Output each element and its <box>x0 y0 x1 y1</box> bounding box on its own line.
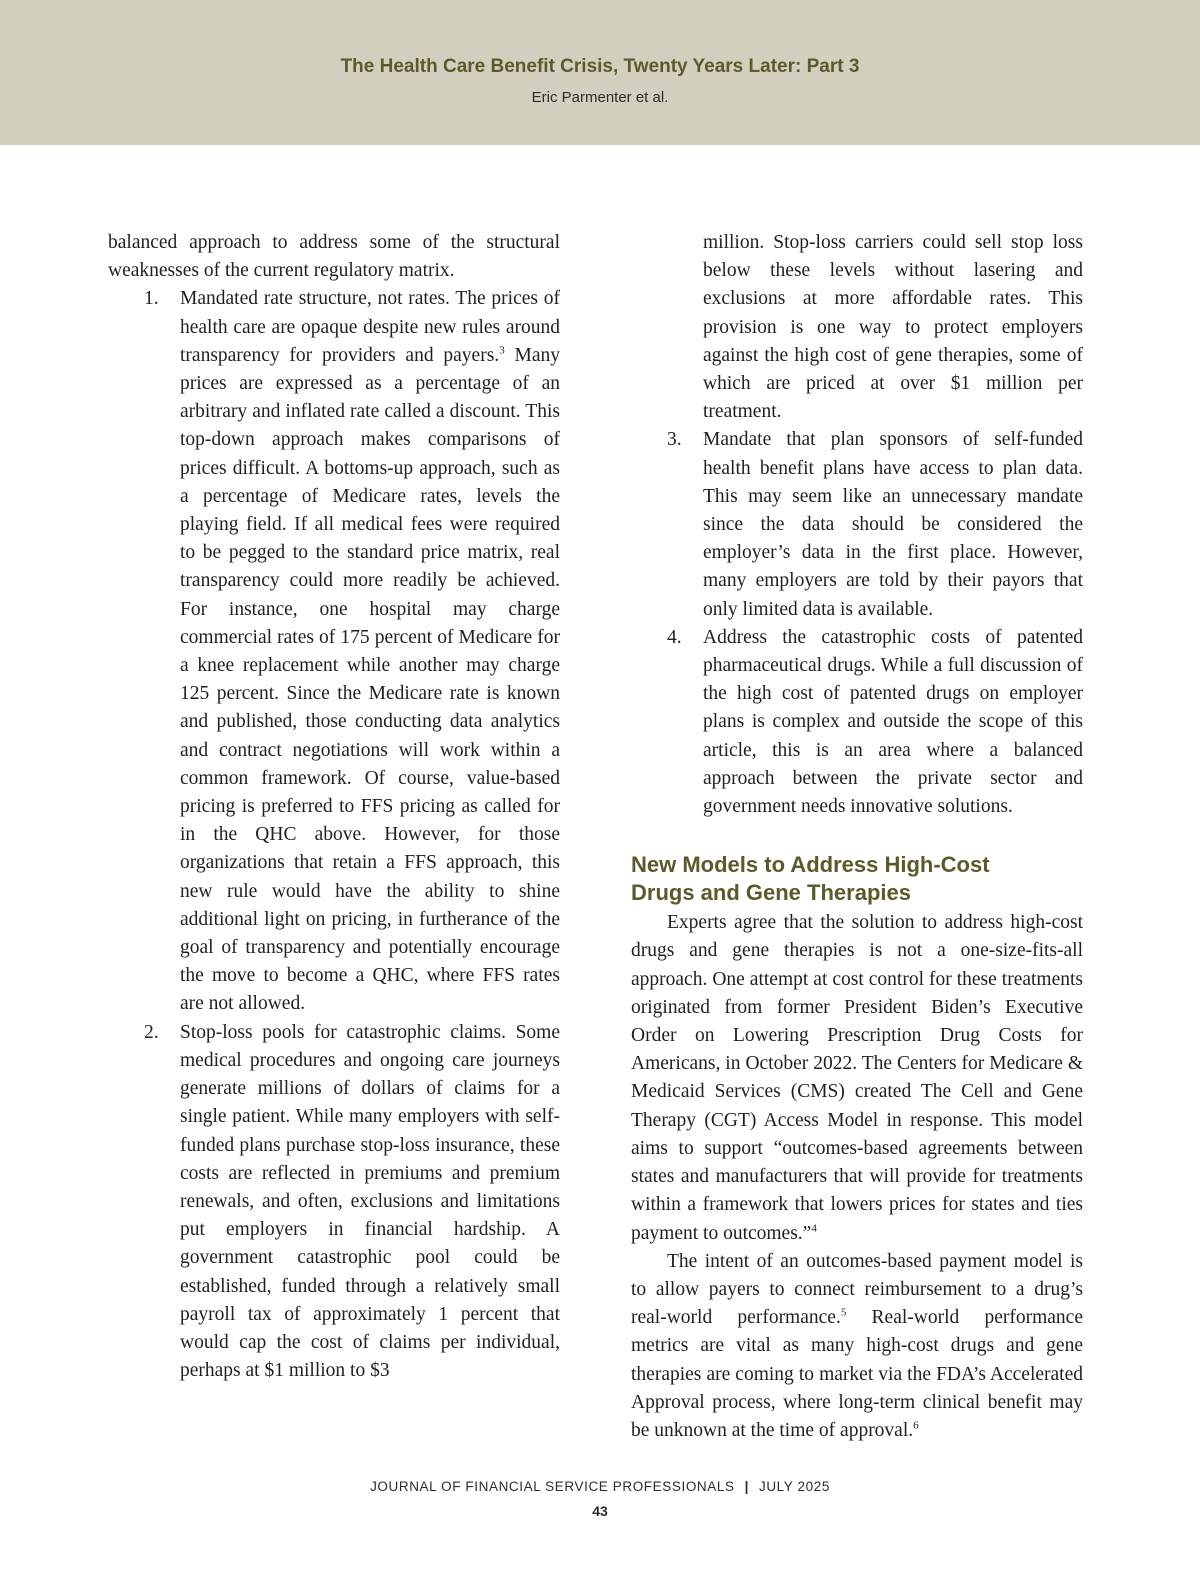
list-item-2-continued: million. Stop-loss carriers could sell stop loss below these levels without lasering and exclusions at more affordable rates. This provision is one way to protect employers against the high cost of gene therapies, some of which are priced at over $1 million per treatment. <box>703 232 1083 423</box>
footer-journal-line <box>0 1479 1200 1494</box>
left-column <box>108 229 560 1385</box>
footnote-ref-5: 5 <box>840 1306 847 1319</box>
footer-separator: | <box>744 1479 749 1494</box>
right-column <box>631 229 1083 1445</box>
list-item-2-text: Stop-loss pools for catastrophic claims. Some medical procedures and ongoing care journeys generate millions of dollars of claims for a single patient. While many employers with self-funded plans purchase stop-loss insurance, these costs are reflected in premiums and premium renewals, and often, exclusions and limitations put employers in financial hardship. A government catastrophic pool could be established, funded through a relatively small payroll tax of approximately 1 percent that would cap the cost of claims per individual, perhaps at $1 million to $3 <box>180 1021 560 1382</box>
journal-name: JOURNAL OF FINANCIAL SERVICE PROFESSIONALS <box>370 1479 735 1494</box>
footnote-ref-4: 4 <box>811 1222 817 1234</box>
section-heading-line-2: Drugs and Gene Therapies <box>631 880 911 906</box>
list-number-3: 3. <box>667 429 682 451</box>
section-heading-line-1: New Models to Address High-Cost <box>631 852 990 878</box>
body-paragraph-1-text: Experts agree that the solution to address high-cost drugs and gene therapies is not a one-size-fits-all approach. One attempt at cost control for these treatments originated from former President Biden’s Executive Order on Lowering Prescription Drug Costs for Americans, in October 2022. The Centers for Medicare & Medicaid Services (CMS) created The Cell and Gene Therapy (CGT) Access Model in response. This model aims to support “outcomes-based agreements between states and manufacturers that will provide for treatments within a framework that lowers prices for states and ties payment to outcomes.” <box>631 912 1083 1244</box>
list-number-2: 2. <box>144 1021 159 1043</box>
intro-paragraph: balanced approach to address some of the structural weaknesses of the current regulatory matrix. <box>108 232 560 282</box>
header-band <box>0 0 1200 145</box>
article-authors: Eric Parmenter et al. <box>531 89 669 106</box>
list-number-4: 4. <box>667 626 682 648</box>
list-item-1 <box>108 285 560 1018</box>
list-number-1: 1. <box>144 288 159 310</box>
body-paragraph-2 <box>631 1248 1083 1445</box>
footnote-ref-6: 6 <box>913 1419 919 1432</box>
section-heading <box>631 851 1083 907</box>
list-item-3-text: Mandate that plan sponsors of self-funded health benefit plans have access to plan data. This may seem like an unnecessary mandate since the data should be considered the employer’s data in the first place. However, many employers are told by their payors that only limited data is available. <box>703 429 1083 620</box>
body-paragraph-2-text-a: The intent of an outcomes-based payment model is to allow payers to connect reimbursement to a drug’s real-world performance. <box>631 1250 1083 1329</box>
list-item-4-text: Address the catastrophic costs of patented pharmaceutical drugs. While a full discussion of the high cost of patented drugs on employer plans is complex and outside the scope of this article, this is an area where a balanced approach between the private sector and government needs innovative solutions. <box>703 626 1083 818</box>
body-paragraph-2-text-b: Real-world performance metrics are vital as many high-cost drugs and gene therapies are coming to market via the FDA’s Accelerated Approval process, where long-term clinical benefit may be unknown at the time of approval. <box>631 1307 1083 1441</box>
body-paragraph-1 <box>631 909 1083 1247</box>
list-item-3 <box>631 426 1083 623</box>
list-item-4 <box>631 624 1083 821</box>
article-title: The Health Care Benefit Crisis, Twenty Years Later: Part 3 <box>340 56 860 77</box>
page-number: 43 <box>592 1503 608 1519</box>
list-item-1-text-a: Mandated rate structure, not rates. The prices of health care are opaque despite new rules around transparency for providers and payers. <box>180 288 560 366</box>
footnote-ref-3: 3 <box>499 344 505 357</box>
issue-date: JULY 2025 <box>758 1479 830 1494</box>
list-item-2 <box>108 1019 560 1386</box>
list-item-1-text-b: Many prices are expressed as a percentage of an arbitrary and inflated rate called a discount. This top-down approach makes comparisons of prices difficult. A bottoms-up approach, such as a percentage of Medicare rates, levels the playing field. If all medical fees were required to be pegged to the standard price matrix, real transparency could more readily be achieved. For instance, one hospital may charge commercial rates of 175 percent of Medicare for a knee replacement while another may charge 125 percent. Since the Medicare rate is known and published, those conducting data analytics and contract negotiations will work within a common framework. Of course, value-based pricing is preferred to FFS pricing as called for in the QHC above. However, for those organizations that retain a FFS approach, this new rule would have the ability to shine additional light on pricing, in furtherance of the goal of transparency and potentially encourage the move to become a QHC, where FFS rates are not allowed. <box>180 344 560 1015</box>
